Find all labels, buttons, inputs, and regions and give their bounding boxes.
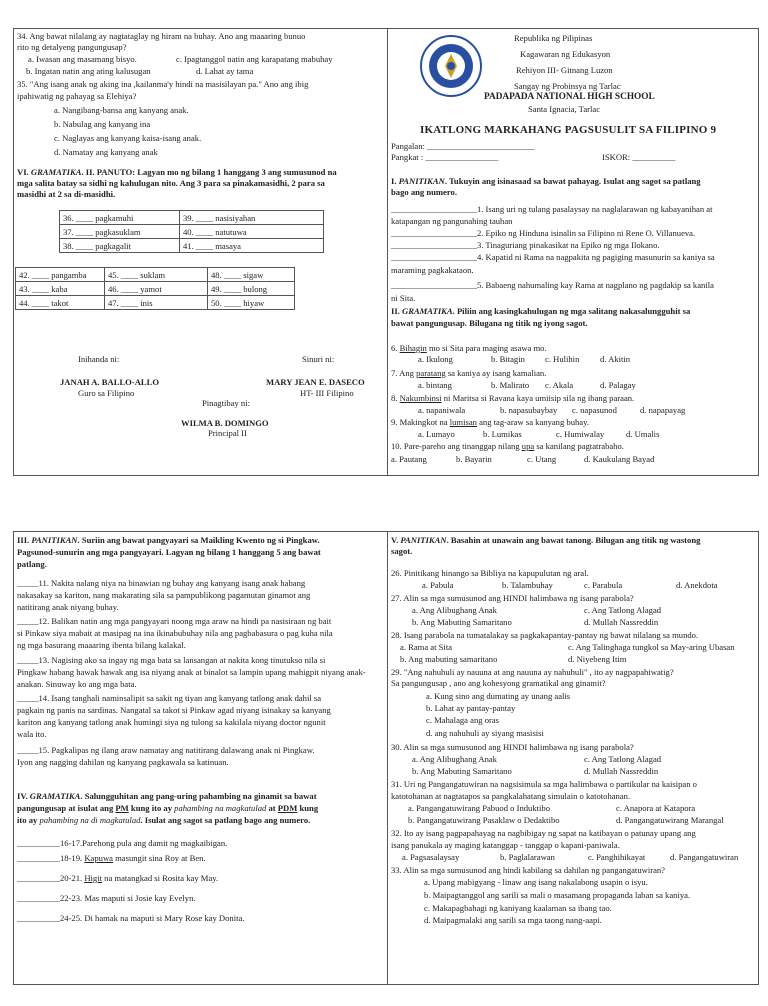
question-10: 10. Pare-pareho ang tinanggap nilang upa sa kanilang pagtatrabaho. — [391, 441, 624, 451]
principal-role: Principal II — [208, 428, 247, 438]
page2-left-column — [14, 532, 387, 984]
q7-option-c[interactable]: c. Akala — [545, 380, 574, 390]
q33-option-a[interactable]: a. Upang mabigyang - linaw ang isang nakalabong usapin o isyu. — [424, 877, 648, 887]
item-5: ____________________5. Babaeng nahumaling kay Rama at nagplano ng pagdakip sa kanila — [391, 280, 714, 290]
q28-option-b[interactable]: b. Ang mabuting samaritano — [400, 654, 498, 664]
school-location: Santa Ignacia, Tarlac — [528, 104, 601, 114]
grid-cell[interactable]: 41. ____ masaya — [180, 239, 324, 253]
q10-option-d[interactable]: d. Kaukulang Bayad — [584, 454, 655, 464]
q30-option-b[interactable]: b. Ang Mabuting Samaritano — [412, 766, 512, 776]
q27-option-a[interactable]: a. Ang Alibughang Anak — [412, 605, 497, 615]
q32-option-d[interactable]: d. Pangangatuwiran — [670, 852, 739, 862]
q35-option-b: b. Nabulag ang kanyang ina — [54, 119, 151, 129]
q32-option-c[interactable]: c. Panghihikayat — [588, 852, 646, 862]
q28-option-c[interactable]: c. Ang Talinghaga tungkol sa May-aring Ubasan — [568, 642, 735, 652]
q32-option-a[interactable]: a. Pagsasalaysay — [402, 852, 460, 862]
checked-by-label: Sinuri ni: — [302, 354, 335, 364]
q35-option-a: a. Nangibang-bansa ang kanyang anak. — [54, 105, 189, 115]
q30-option-a[interactable]: a. Ang Alibughang Anak — [412, 754, 497, 764]
story-event-line: anakan. Sinuway ko ang mga bata. — [17, 679, 137, 689]
intensity-table-a — [59, 210, 324, 253]
sentence-22-23: __________22-23. Mas maputi si Josie kay Evelyn. — [17, 893, 196, 903]
q10-option-a[interactable]: a. Pautang — [391, 454, 427, 464]
exam-title: IKATLONG MARKAHANG PAGSUSULIT SA FILIPINO 9 — [420, 124, 717, 136]
grid-cell[interactable]: 49. ____ bulong — [208, 282, 295, 296]
section-6-line2: mga salita batay sa sidhi ng kahulugan nito. Ang 3 para sa pinakamasidhi, 2 para sa — [17, 178, 325, 188]
q29-option-c[interactable]: c. Mahalaga ang oras — [426, 715, 500, 725]
item-2: ____________________2. Epiko ng Hinduna isinalin sa Filipino ni Rene O. Villanueva. — [391, 228, 696, 238]
sentence-18-19: __________18-19. Kapuwa masungit sina Roy at Ben. — [17, 853, 206, 863]
question-31: 31. Uri ng Pangangatuwiran na nagsisimula sa mga halimbawa o partikular na kaisipan o — [391, 779, 697, 789]
grid-cell[interactable]: 37. ____ pagkasuklam — [60, 225, 180, 239]
item-3: ____________________3. Tinaguriang pinakasikat na Epiko ng mga Ilokano. — [391, 240, 660, 250]
story-event-line: pagkain ng panis na sardinas. Nangatal sa takot si Pinkaw agad niyang isinakay sa kanyang — [17, 705, 331, 715]
q28-option-a[interactable]: a. Rama at Sita — [400, 642, 453, 652]
story-event-line: ng mga basurang maaaring ibenta bilang kalakal. — [17, 640, 186, 650]
story-event-line: _____13. Nagising ako sa ingay ng mga bata sa lansangan at nakita kong tinutukso nila si — [17, 655, 326, 665]
grid-row — [16, 282, 295, 296]
q27-option-c[interactable]: c. Ang Tatlong Alagad — [584, 605, 662, 615]
q9-option-b[interactable]: b. Lumikas — [483, 429, 522, 439]
approved-by-label: Pinagtibay ni: — [202, 398, 250, 408]
department-header: Kagawaran ng Edukasyon — [520, 49, 611, 59]
question-7: 7. Ang paratang sa kaniya ay isang kamalian. — [391, 368, 547, 378]
q10-option-b[interactable]: b. Bayarin — [456, 454, 492, 464]
q6-option-a[interactable]: a. Ikulong — [418, 354, 453, 364]
grid-row — [60, 225, 324, 239]
question-32-cont: isang panukala ay maging katanggap - tanggap o kapani-paniwala. — [391, 840, 620, 850]
section-3-line3: patlang. — [17, 559, 47, 569]
q9-option-d[interactable]: d. Umalis — [626, 429, 660, 439]
division-header: Sangay ng Probinsya ng Tarlac — [514, 81, 621, 91]
q26-option-a[interactable]: a. Pabula — [422, 580, 454, 590]
question-29-cont: Sa pangungusap , ano ang kohesyong gramatikal ang ginamit? — [391, 678, 606, 688]
q6-option-b[interactable]: b. Bitagin — [491, 354, 525, 364]
story-event-line: _____12. Balikan natin ang mga pangyayari noong mga araw na hindi pa nasisiraan ng bait — [17, 616, 332, 626]
q9-option-c[interactable]: c. Humiwalay — [556, 429, 605, 439]
question-8: 8. Nakumbinsi ni Maritsa si Ravana kaya umiisip sila ng ibang paraan. — [391, 393, 635, 403]
q31-option-c[interactable]: c. Anapora at Katapora — [616, 803, 696, 813]
grid-cell[interactable]: 44. ____ takot — [16, 296, 105, 310]
grid-cell[interactable]: 38. ____ pagkagalit — [60, 239, 180, 253]
section-2-heading: II. GRAMATIKA. Piliin ang kasingkahulugan ng mga salitang nakasalungguhit sa — [391, 306, 691, 316]
grid-cell[interactable]: 42. ____ pangamba — [16, 268, 105, 282]
score-field[interactable]: ISKOR: __________ — [602, 152, 676, 162]
story-event-line: nakasakay sa kariton, nang makarating sila sa pampublikong pagamutan ginamot ang — [17, 590, 311, 600]
story-event-line: _____14. Isang tanghali naminsalipit sa sakit ng tiyan ang kanyang tatlong anak dahil sa — [17, 693, 322, 703]
grid-cell[interactable]: 39. ____ nasisiyahan — [180, 211, 324, 225]
section-4-line3: ito ay pahambing na di magkatulad. Isulat ang sagot sa patlang bago ang numero. — [17, 815, 311, 825]
q34-option-d: d. Lahat ay tama — [196, 66, 254, 76]
region-header: Rehiyon III- Gitnang Luzon — [516, 65, 613, 75]
section-1-heading: I. PANITIKAN. Tukuyin ang isinasaad sa bawat pahayag. Isulat ang sagot sa patlang — [391, 176, 701, 186]
section-3-line2: Pagsunod-sunurin ang mga pangyayari. Lagyan ng bilang 1 hanggang 5 ang bawat — [17, 547, 321, 557]
q7-option-b[interactable]: b. Malirato — [491, 380, 530, 390]
page1-left-column — [14, 29, 387, 475]
grid-cell[interactable]: 47. ____ inis — [105, 296, 208, 310]
q27-option-b[interactable]: b. Ang Mabuting Samaritano — [412, 617, 512, 627]
section-1-line2: bago ang numero. — [391, 187, 457, 197]
grid-cell[interactable]: 40. ____ natutuwa — [180, 225, 324, 239]
question-34: 34. Ang bawat nilalang ay nagtataglay ng hiram na buhay. Ano ang maaaring bunuo — [17, 31, 306, 41]
prepared-by-label: Inihanda ni: — [78, 354, 120, 364]
name-field[interactable]: Pangalan: _________________________ — [391, 141, 535, 151]
q28-option-d[interactable]: d. Niyebeng Itim — [568, 654, 627, 664]
question-9: 9. Makingkot na lumisan ang tag-araw sa kanyang buhay. — [391, 417, 590, 427]
q32-option-b[interactable]: b. Paglalarawan — [500, 852, 555, 862]
q30-option-d[interactable]: d. Mullah Nassreddin — [584, 766, 659, 776]
intensity-table-b — [15, 267, 295, 310]
q31-option-a[interactable]: a. Pangangatuwirang Pabuod o Induktibo — [408, 803, 551, 813]
grid-cell[interactable]: 48. ____ sigaw — [208, 268, 295, 282]
exam-page-1 — [13, 28, 759, 476]
grid-row — [60, 211, 324, 225]
section-3-heading: III. PANITIKAN. Suriin ang bawat pangyayari sa Maikling Kwento ng si Pingkaw. — [17, 535, 320, 545]
question-32: 32. Ito ay isang pagpapahayag na nagbibigay ng sapat na katibayan o patunay upang ang — [391, 828, 696, 838]
q6-option-c[interactable]: c. Hulihin — [545, 354, 580, 364]
sentence-24-25: __________24-25. Di hamak na maputi si Mary Rose kay Donita. — [17, 913, 245, 923]
q29-option-d[interactable]: d. ang nahuhuli ay siyang masisisi — [426, 728, 544, 738]
question-28: 28. Isang parabola na tumatalakay sa pagkakapantay-pantay ng bawat nilalang sa mundo. — [391, 630, 699, 640]
question-31-cont: katotohanan at nagtatapos sa pangkalahatang simulain o katotohanan. — [391, 791, 631, 801]
q34-option-a: a. Iwasan ang masamang bisyo. — [28, 54, 137, 64]
q10-option-c[interactable]: c. Utang — [527, 454, 557, 464]
q26-option-b[interactable]: b. Talambuhay — [502, 580, 553, 590]
section-2-line2: bawat pangungusap. Bilugana ng titik ng iyong sagot. — [391, 318, 588, 328]
question-29: 29. "Ang nahuhuli ay nauuna at ang nauuna ay nahuhuli" , ito ay nagpapahiwatig? — [391, 667, 674, 677]
deped-seal-logo — [420, 35, 482, 97]
q31-option-d[interactable]: d. Pangangatuwirang Marangal — [616, 815, 724, 825]
section-4-heading: IV. GRAMATIKA. Salungguhitan ang pang-uring pahambing na ginamit sa bawat — [17, 791, 317, 801]
grid-row — [16, 268, 295, 282]
sentence-16-17: __________16-17.Parehong pula ang damit ng magkaibigan. — [17, 838, 228, 848]
checker-role: HT- III Filipino — [300, 388, 354, 398]
question-6: 6. Bihagin mo si Sita para maging asawa mo. — [391, 343, 547, 353]
story-event-line: Pingkaw habang hawak hawak ang isa niyang anak at binalot sa lampin upang mahigpit niyang anak- — [17, 667, 366, 677]
story-event-line: natitirang anak niyang buhay. — [17, 602, 119, 612]
principal-name: WILMA B. DOMINGO — [181, 418, 269, 428]
section-6-heading: VI. GRAMATIKA. II. PANUTO: Lagyan mo ng bilang 1 hanggang 3 ang sumusunod na — [17, 167, 337, 177]
question-27: 27. Alin sa mga sumusunod ang HINDI halimbawa ng isang parabola? — [391, 593, 634, 603]
q7-option-d[interactable]: d. Palagay — [600, 380, 636, 390]
q29-option-b[interactable]: b. Lahat ay pantay-pantay — [426, 703, 516, 713]
question-35-cont: ipahiwatig ng pahayag sa Elehiya? — [17, 91, 137, 101]
q35-option-c: c. Naglayas ang kanyang kaisa-isang anak. — [54, 133, 202, 143]
item-5-cont: ni Sita. — [391, 293, 416, 303]
story-event-line: wala ito. — [17, 729, 47, 739]
question-33: 33. Alin sa mga sumusunod ang hindi kabilang sa dahilan ng pangangatuwiran? — [391, 865, 665, 875]
checker-name: MARY JEAN E. DASECO — [266, 377, 365, 387]
q8-option-d[interactable]: d. napapayag — [640, 405, 686, 415]
page2-right-column — [388, 532, 758, 984]
q8-option-a[interactable]: a. napaniwala — [418, 405, 466, 415]
grid-row — [16, 296, 295, 310]
item-1: ____________________1. Isang uri ng tulang pasalaysay na naglalarawan ng kabayanihan at — [391, 204, 713, 214]
q8-option-c[interactable]: c. napasunod — [572, 405, 617, 415]
q33-option-b[interactable]: b. Maipagtanggol ang sarili sa mali o masamang propaganda laban sa kaniya. — [424, 890, 691, 900]
grid-row — [60, 239, 324, 253]
grid-cell[interactable]: 36. ____ pagkamuhi — [60, 211, 180, 225]
republic-header: Republika ng Pilipinas — [514, 33, 593, 43]
story-event-line: _____15. Pagkalipas ng ilang araw namatay ang natitirang dalawang anak ni Pingkaw. — [17, 745, 315, 755]
q34-option-c: c. Ipagtanggol natin ang karapatang mabuhay — [176, 54, 333, 64]
question-30: 30. Alin sa mga sumusunod ang HINDI halimbawa ng isang parabola? — [391, 742, 634, 752]
q7-option-a[interactable]: a. bintang — [418, 380, 452, 390]
grid-cell[interactable]: 45. ____ suklam — [105, 268, 208, 282]
q27-option-d[interactable]: d. Mullah Nassreddin — [584, 617, 659, 627]
q33-option-c[interactable]: c. Makapagbahagi ng kaniyang kaalaman sa ibang tao. — [424, 903, 612, 913]
story-event-line: kariton ang kanyang tatlong anak humingi siya ng tulong sa kakilala niyang doctor ngunit — [17, 717, 326, 727]
story-event-line: Iyon ang nagging dahilan ng kanyang pagkawala sa katinuan. — [17, 757, 229, 767]
page1-right-column — [388, 29, 758, 475]
preparer-role: Guro sa Filipino — [78, 388, 135, 398]
q35-option-d: d. Namatay ang kanyang anak — [54, 147, 158, 157]
q29-option-a[interactable]: a. Kung sino ang dumating ay unang aalis — [426, 691, 571, 701]
q33-option-d[interactable]: d. Maipagmalaki ang sarili sa mga taong nang-aapi. — [424, 915, 602, 925]
q26-option-c[interactable]: c. Parabula — [584, 580, 623, 590]
section-field[interactable]: Pangkat : _________________ — [391, 152, 499, 162]
sentence-20-21: __________20-21. Higit na matangkad si Rosita kay May. — [17, 873, 219, 883]
q26-option-d[interactable]: d. Anekdota — [676, 580, 718, 590]
q31-option-b[interactable]: b. Pangangatuwirang Pasaklaw o Dedaktibo — [408, 815, 560, 825]
q9-option-a[interactable]: a. Lumayo — [418, 429, 455, 439]
grid-cell[interactable]: 46. ____ yamot — [105, 282, 208, 296]
school-name: PADAPADA NATIONAL HIGH SCHOOL — [484, 92, 655, 102]
q6-option-d[interactable]: d. Akitin — [600, 354, 631, 364]
q8-option-b[interactable]: b. napasubaybay — [500, 405, 558, 415]
question-35: 35. "Ang isang anak ng aking ina ,kailanma'y hindi na masisilayan pa." Ano ang ibig — [17, 79, 309, 89]
q30-option-c[interactable]: c. Ang Tatlong Alagad — [584, 754, 662, 764]
section-6-line3: masidhi at 2 sa di-masidhi. — [17, 189, 116, 199]
section-5-heading: V. PANITIKAN. Basahin at unawain ang bawat tanong. Bilugan ang titik ng wastong — [391, 535, 701, 545]
question-34-cont: rito ng detalyeng pangungusap? — [17, 42, 127, 52]
preparer-name: JANAH A. BALLO-ALLO — [60, 377, 160, 387]
grid-cell[interactable]: 43. ____ kaba — [16, 282, 105, 296]
story-event-line: _____11. Nakita nalang niya na binawian ng buhay ang kanyang isang anak habang — [17, 578, 306, 588]
story-event-line: si Pinkaw siya mabait at masipag na ina ikinabubuhay nila ang pagbabasura o pag kuha nila — [17, 628, 333, 638]
section-5-line2: sagot. — [391, 546, 413, 556]
item-1-cont: katapangan ng pangunahing tauhan — [391, 216, 513, 226]
item-4-cont: maraming pagkakataon. — [391, 265, 474, 275]
question-26: 26. Pinitikang hinango sa Bibliya na kapupulutan ng aral. — [391, 568, 589, 578]
exam-page-2 — [13, 531, 759, 985]
grid-cell[interactable]: 50. ____ hiyaw — [208, 296, 295, 310]
section-4-line2: pangungusap at isulat ang PM kung ito ay pahambing na magkatulad at PDM kung — [17, 803, 319, 813]
item-4: ____________________4. Kapatid ni Rama na nagpakita ng pagiging masunurin sa kaniya sa — [391, 252, 715, 262]
q34-option-b: b. Ingatan natin ang ating kalusugan — [26, 66, 151, 76]
